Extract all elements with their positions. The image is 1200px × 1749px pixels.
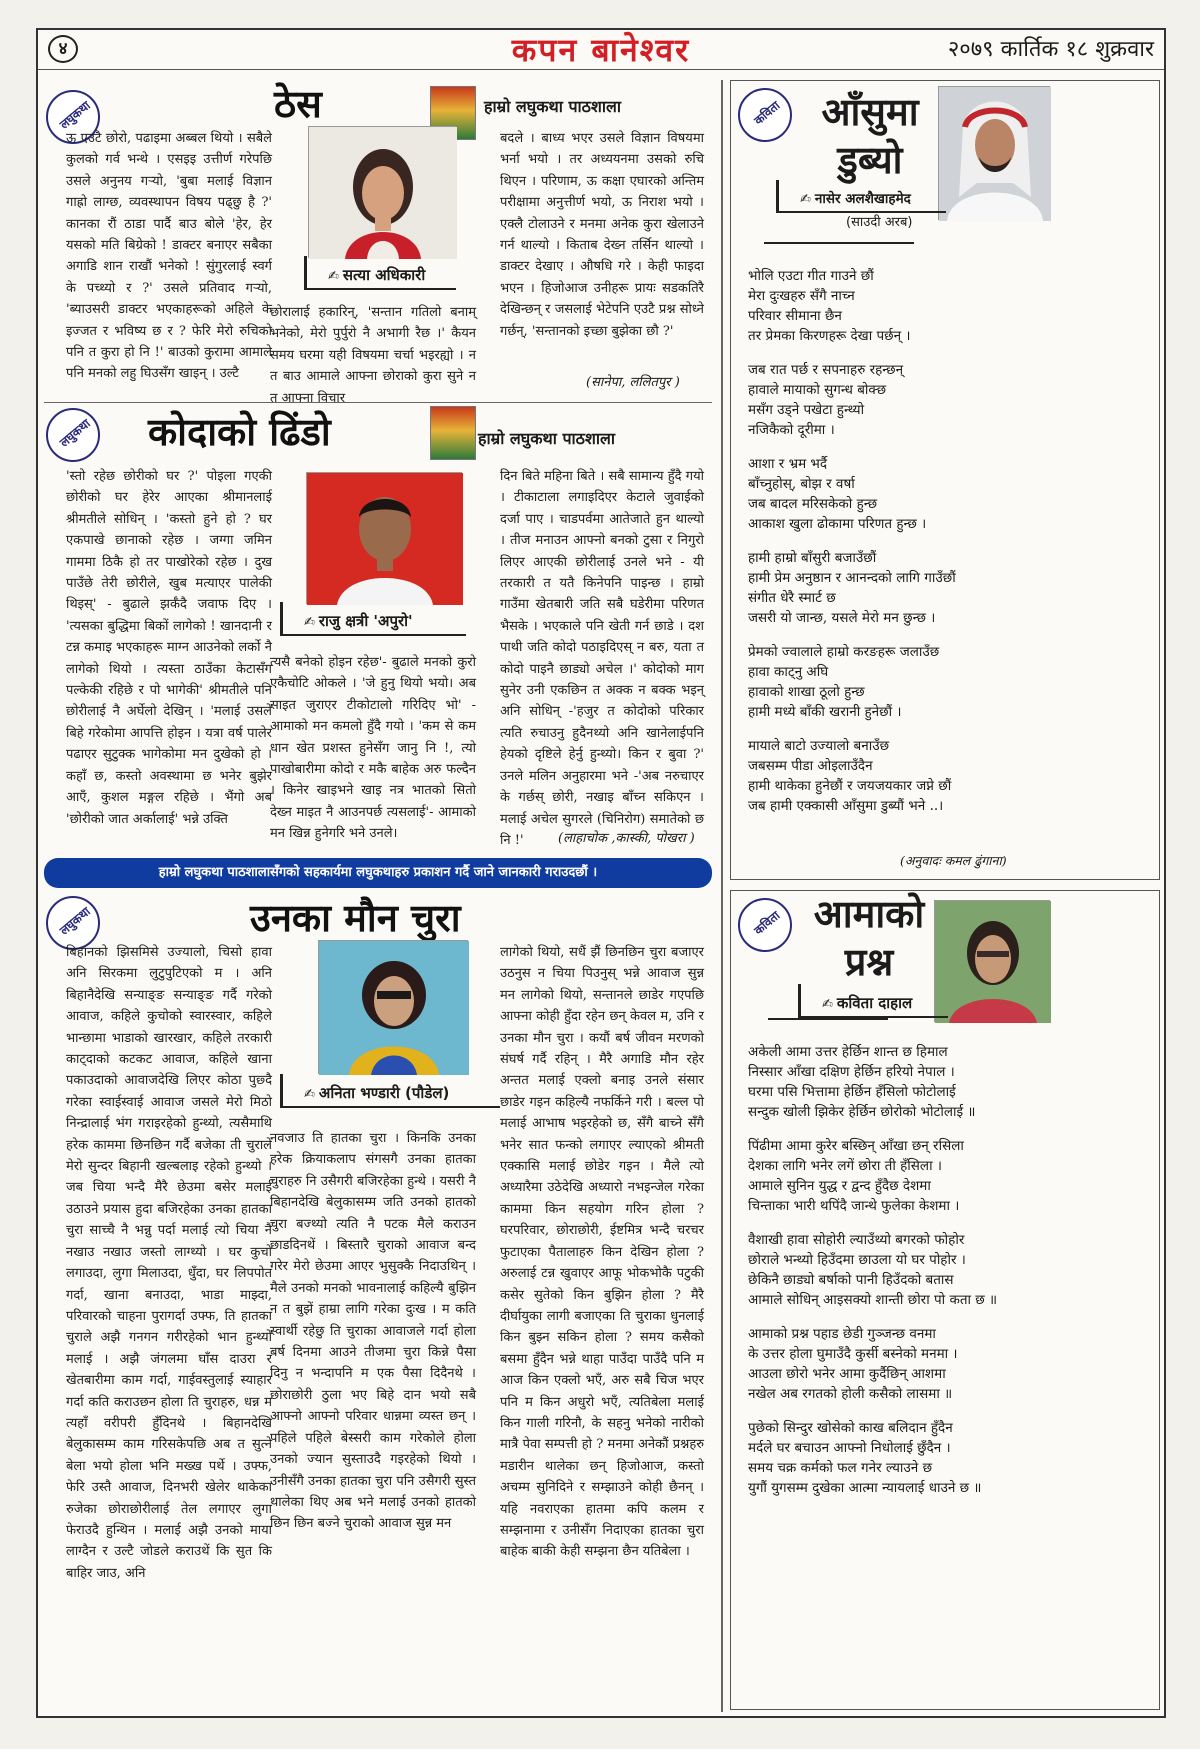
poem-line: अकेली आमा उत्तर हेर्छिन शान्त छ हिमाल	[748, 1044, 948, 1060]
kavita-tag: कविता	[738, 88, 792, 142]
pen-icon: ✍	[800, 192, 811, 207]
stanza-gap	[748, 722, 1148, 736]
poem-line: प्रेमको ज्वालाले हाम्रो करङहरू जलाउँछ	[748, 644, 940, 660]
poem-line: हावाको शाखा ठूलो हुन्छ	[748, 684, 865, 700]
poem-line: बाँच्नुहोस्, बोझ र वर्षा	[748, 476, 855, 492]
story-column-3: बदले । बाध्य भएर उसले विज्ञान विषयमा भर्ना भयो । तर अध्ययनमा उसको रुचि थिएन । परिणाम, ऊ कक्षा एघारको अन्तिम परीक्षामा अनुत्तीर्ण भयो, ऊ निराश भयो । एक्लै टोलाउने र मनमा अनेक कुरा खेलाउने गर्न थाल्यो । किताब देख्न तर्सिन थाल्यो । डाक्टर देखाए । औषधि गरे । केही फाइदा भएन । हिजोआज उनीहरू प्रायः सडकतिरै देखिन्छन् र जसलाई भेटेपनि एउटै प्रश्न सोध्ने गर्छन्, 'सन्तानको इच्छा बुझेका छौ ?'	[500, 131, 704, 339]
author-location: (सानेपा, ललितपुर )	[586, 375, 680, 390]
issue-date: २०७९ कार्तिक १८ शुक्रवार	[947, 37, 1154, 62]
series-label: हाम्रो लघुकथा पाठशाला	[484, 97, 621, 116]
poem-line: पिंढीमा आमा कुरेर बस्छिन् आँखा छन् रसिला	[748, 1138, 964, 1154]
poem-line: हामी प्रेम अनुष्ठान र आनन्दको लागि गाउँछौं	[748, 570, 956, 586]
poem-line: के उत्तर होला घुमाउँदै कुर्सी बस्नेको मनमा ।	[748, 1346, 958, 1362]
poem-title: आँसुमा डुब्यो	[821, 90, 919, 182]
poem-body	[748, 266, 1148, 816]
poem-body	[748, 1042, 1152, 1498]
poem-line: छेकिनै छाड्यो बर्षाको पानी हिउँदको बतास	[748, 1272, 954, 1288]
author-byline: ✍ सत्या अधिकारी	[304, 264, 456, 290]
poem-line: घरमा पसि भित्तामा हेर्छिन हँसिलो फोटोलाई	[748, 1084, 956, 1100]
pen-icon: ✍	[328, 269, 339, 284]
story-column-1: ऊ एउटै छोरो, पढाइमा अब्बल थियो । सबैले कुलको गर्व भन्थे । एसइइ उत्तीर्ण गरेपछि उसले अनुनय गऱ्यो, 'बुबा मलाई विज्ञान गाह्रो लाग्छ, व्यवस्थापन विषय पढ्छु है ?' कानका रौं ठाडा पार्दै बाउ बोले 'हेर, हेर यसको मति बिग्रेको ! डाक्टर बनाएर सबैका अगाडि शान राखौं भनेको ! सुंगुरलाई स्वर्ग के पच्थ्यो र ?' उसले प्रतिवाद गऱ्यो, 'ब्याउसरी डाक्टर भएकाहरूको अहिले के इज्जत र भविष्य छ र ? फेरि मेरो रुचिको पनि त कुरा हो नि !' बाउको कुरामा आमाले पनि मनको लहु घिउसँग खाइन् । उल्टै	[66, 131, 272, 382]
stanza-gap	[748, 346, 1148, 360]
story-title: उनका मौन चुरा	[250, 896, 461, 940]
poem-line: आकाश खुला ढोकामा परिणत हुन्छ ।	[748, 516, 927, 532]
stanza-gap	[748, 1310, 1152, 1324]
poem-line: हावा काट्नु अघि	[748, 664, 829, 680]
series-label: हाम्रो लघुकथा पाठशाला	[478, 429, 615, 448]
partnership-banner: हाम्रो लघुकथा पाठशालासँगको सहकार्यमा लघुकथाहरु प्रकाशन गर्दै जाने जानकारी गराउदछौं ।	[44, 858, 712, 888]
stanza-gap	[748, 628, 1148, 642]
masthead	[38, 30, 1164, 70]
poem-line: छोराले भन्थ्यो हिउँदमा छाउला यो घर पोहोर ।	[748, 1252, 966, 1268]
pen-icon: ✍	[822, 997, 833, 1012]
paper-name: कपन बानेश्वर	[511, 31, 691, 69]
poem-line: नजिकैको दूरीमा ।	[748, 422, 835, 438]
kavita-tag: कविता	[738, 898, 792, 952]
poem-line: परिवार सीमाना छैन	[748, 308, 842, 324]
translator-credit: (अनुवादः कमल ढुंगाना)	[900, 853, 1007, 868]
story-column-3: लागेको थियो, सधैं झैं छिनछिन चुरा बजाएर उठनुस न चिया पिउनुस् भन्ने आवाज सुन्न मन लागेको थियो, सन्तानले छाडेर गएपछि आफ्ना कोही हुँदा रहेन छन् केवल म, उनि र उनका मौन चुरा । कयौं बर्ष जीवन मरणको संघर्ष गर्दै रहिन् । मैरै अगाडि मौन रहेर अन्तत मलाई एक्लो बनाइ उनले संसार छाडेर गइन कहिल्यै नफर्किने गरी । बल्ल पो मलाई आभाष भइरहेको छ, सँगै बाच्ने सँगै भनेर सात फन्को लगाएर ल्याएको श्रीमती एक्कासि मलाई छोडेर गइन । मैले त्यो अध्यारैमा उठेदेखि अध्यारो नभइन्जेल गरेका काममा किन सहयोग गरिन होला ? घरपरिवार, छोराछोरी, ईष्टमित्र भन्दै चरचर फुटाएका पैतालाहरु किन देखिन होला ? अरुलाई टन्न खुवाएर आफू भोकभोकै पटुकी कसेर सुतेको किन बुझिन होला ? मैरै दीर्घायुका लागी बजाएका ति चुराका धुनलाई किन बुझ्न सकिन होला ? समय कसैको बसमा हुँदैन भन्ने थाहा पाउँदा पाउँदै पनि म आज किन एक्लो भएँ, अरु सबै चिज भएर पनि म किन अधुरो भएँ, त्यतिबेला मलाई किन गाली गरिनौ, के सहनु भनेको नारीको मात्रै पेवा सम्पत्ती हो ? मनमा अनेकौं प्रश्नहरु मडारीन थालेका छन् हिजोआज, कस्तो अचम्म सुनिदिने र सम्झाउने कोही छैनन् । यहि नवराएका हातमा कपि कलम र सम्झनामा र उनीसँग निदाएका हातका चुरा बाहेक बाकी केही सम्झना छैन यतिबेला ।	[500, 945, 704, 1560]
laghukatha-tag: लघुकथा	[46, 408, 100, 462]
story-column-2: त्यसै बनेको होइन रहेछ'- बुढाले मनको कुरो एकैचोटि ओकले । 'जे हुनु थियो भयो। अब साइत जुराएर टीकोटालो गरिदिए भो' - आमाको मन कमलो हुँदै गयो । 'कम से कम धान खेत प्रशस्त हुनेसँग जानु नि !, त्यो पाखोबारीमा कोदो र मकै बाहेक अरु फल्दैन । किनेर खाइभने खाइ नत्र भातको सितो देख्न माइत नै आउनपर्छ त्यसलाई'- आमाको मन खिन्न हुनेगरि भने उनले।	[270, 655, 476, 842]
byline-underline	[768, 1018, 888, 1020]
poem-line: आमाले सुनिन युद्ध र द्वन्द हुँदैछ देशमा	[748, 1178, 931, 1194]
author-byline: ✍ अनिता भण्डारी (पौडेल)	[280, 1082, 500, 1108]
author-byline: ✍ कविता दाहाल	[798, 992, 948, 1018]
poem-line: निस्सार आँखा दक्षिण हेर्छिन हरियो नेपाल ।	[748, 1064, 955, 1080]
story-column-3: दिन बिते महिना बिते । सबै सामान्य हुँदै गयो । टीकाटाला लगाइदिएर केटाले जुवाईको दर्जा पाए । चाडपर्वमा आतेजाते हुन थाल्यो । तीज मनाउन आफ्नो बनको टुसा र निगुरो लिएर आएकी छोरीलाई उनले भने - यी तरकारी त यतै किनेपनि पाइन्छ । हाम्रो गाउँमा खेतबारी जति सबै घडेरीमा परिणत भैसके । भएकाले पनि खेती गर्न छाडे । दश पाथी जति कोदो पठाइदिएस् न बरु, यता त कोदो पाइनै छाड्यो अचेल ।' कोदोको माग सुनेर उनी एकछिन त अक्क न बक्क भइन् अनि सोधिन् -'हजुर त कोदोको परिकार त्यति रुचाउनु हुदैनथ्यो अनि खानेलाईपनि हेयको दृष्टिले हेर्नु हुन्थ्यो। किन र बुवा ?' उनले मलिन अनुहारमा भने -'अब नरुचाएर के गर्छस् छोरी, नखाइ बाँच्न सकिएन । मलाई अचेल सुगरले (चिनिरोग) समातेको छ नि !'	[500, 469, 704, 848]
story-column-1: 'स्तो रहेछ छोरीको घर ?' पोइला गएकी छोरीको घर हेरेर आएका श्रीमानलाई श्रीमतीले सोधिन् । 'कस्तो हुने हो ? घर एकपाखे छानाको रहेछ । जग्गा जमिन गाममा ठिकै हो तर पाखोरेको रहेछ । दुख पाउँछे तेरी छोरीले, खुब मत्याएर पालेकी थिइस्' - बुढाले झर्कँदै जवाफ दिए । 'त्यसका बुद्धिमा बिकों लागेको ! खानदानी र टन्न कमाइ भएकाहरू माग्न आउनेको लर्को नै लागेको थियो । त्यस्ता ठाउँका केटासँग पल्केकी रहिछे र पो भागेकी' श्रीमतीले पनि छोरीलाई नै अर्घेलो देखिन् । 'मलाई उसले बिहे गरेकोमा आपत्ति होइन । यत्रा वर्ष पालेर पढाएर सुटुक्क भागेकोमा मन दुखेको हो । कहाँ छ, कस्तो अवस्थामा छ भनेर बुझेर आएँ, कुशल मङ्गल रहिछे । भैंगो अब 'छोरीको जात अर्कालाई' भन्ने उक्ति	[66, 469, 272, 827]
poem-line: नखेल अब रगतको होली कसैको लासमा ॥	[748, 1386, 953, 1402]
poem-line: पुछेको सिन्दुर खोसेको काख बलिदान हुँदैन	[748, 1420, 953, 1436]
poem-line: सन्दुक खोली झिकेर हेर्छिन छोरोको भोटोलाई ॥	[748, 1104, 976, 1120]
author-photo	[318, 940, 468, 1074]
poem-line: जब बादल मरिसकेको हुन्छ	[748, 496, 878, 512]
poem-line: जब हामी एक्कासी आँसुमा डुब्यौं भने ..।	[748, 798, 944, 814]
author-byline: ✍ नासेर अलशैखाहमेद	[776, 188, 946, 213]
book-cover-image	[430, 406, 476, 460]
laghukatha-tag: लघुकथा	[46, 896, 100, 950]
poem-line: आशा र भ्रम भर्दै	[748, 456, 828, 472]
author-photo	[934, 900, 1050, 1022]
stanza-gap	[748, 440, 1148, 454]
poem-line: हामी हाम्रो बाँसुरी बजाउँछौं	[748, 550, 877, 566]
author-byline: ✍ राजु क्षत्री 'अपुरो'	[280, 610, 466, 636]
poem-line: युगौं युगसम्म दुखेका आत्मा न्यायलाई धाउने छ ॥	[748, 1480, 982, 1496]
poem-line: जसरी यो जान्छ, यसले मेरो मन छुन्छ ।	[748, 610, 936, 626]
author-location: (लाहाचोक ,कास्की, पोखरा )	[558, 831, 695, 846]
pen-icon: ✍	[304, 1087, 315, 1102]
author-photo	[308, 126, 456, 258]
poem-line: मसँग उड्ने पखेटा हुन्थ्यो	[748, 402, 865, 418]
author-origin: (साउदी अरब)	[846, 215, 913, 230]
story-title: ठेस	[274, 82, 322, 126]
byline-underline	[764, 242, 914, 244]
poem-title: आमाको प्रश्न	[813, 892, 925, 984]
pen-icon: ✍	[304, 615, 315, 630]
author-photo	[306, 472, 462, 604]
poem-line: वैशाखी हावा सोहोरी ल्याउँथ्यो बगरको फोहोर	[748, 1232, 965, 1248]
poem-line: तर प्रेमका किरणहरू देखा पर्छन् ।	[748, 328, 911, 344]
stanza-gap	[748, 1404, 1152, 1418]
stanza-gap	[748, 1122, 1152, 1136]
story-column-2: नवजाउ ति हातका चुरा । किनकि उनका हरेक क्रियाकलाप संगसगै उनका हातका चुराहरु नि उसैगरी बजिरहेका हुन्थे । यसरी नै बिहानदेखि बेलुकासम्म जति उनको हातको चुरा बज्थ्यो त्यति नै पटक मैले कराउन छाडदिनथें । बिस्तारै चुराको आवाज बन्द गरेर मेरो छेउमा आएर भुसुक्कै निदाउथिन् । मैले उनको मनको भावनालाई कहिल्यै बुझिन न त बुझें हाम्रा लागि गरेका दुःख । म कति स्वार्थी रहेछु ति चुराका आवाजले गर्दा होला बर्ष दिनमा आउने तीजमा चुरा किन्ने पैसा दिनु न भन्दापनि म एक पैसा दिदैनथे । छोराछोरी ठुला भए बिहे दान भयो सबै आफ्नो आफ्नो परिवार धान्नमा व्यस्त छन् । पहिले पहिले बेस्सरी काम गरेकोले होला उनको ज्यान सुस्ताउदै गइरहेको थियो । उनीसँगै उनका हातका चुरा पनि उसैगरी सुस्त थालेका थिए अब भने मलाई उनको हातको छिन छिन बज्ने चुराको आवाज सुन्न मन	[270, 1131, 476, 1532]
story-column-1: बिहानको झिसमिसे उज्यालो, चिसो हावा अनि सिरकमा लुटुपुटिएको म । अनि बिहानैदेखि सन्याङ्ङ सन्याङ्ङ गर्दै गरेको आवाज, कहिले कुचोको स्वारस्वार, कहिले भान्छामा भाडाको खारखार, कहिले तरकारी काट्दाको कटकट आवाज, कहिले खाना पकाउदाको आवाजदेखि लिएर कोठा पुछ्दै गरेका स्वाईस्वाई आवाज जसले मेरो मिठो निन्द्रालाई भंग गराइरहेको हुन्थ्यो, त्यसैमाथि हरेक काममा छिनछिन गर्दै बजेका ती चुराले मेरो सुन्दर बिहानी खल्बलाइ रहेको हुन्थ्यो । जब चिया भन्दै मैरै छेउमा बसेर मलाई उठाउने प्रयास हुदा बजिरहेका उनका हातका चुरा साच्चै नै भन्नु पर्दा मलाई त्यो चिया नै नखाउ नखाउ जस्तो लाग्थ्यो । घर कुचो लगाउदा, लुगा मिलाउदा, धुँदा, घर लिपपोत गर्दा, खाना बनाउदा, भाडा माझ्दा, परिवारको चाहना पुरागर्दा उफ्फ, ति हातका चुराले अझै गनगन गरीरहेको भान हुन्थ्यो मलाई । अझै जंगलमा घाँस दाउरा र खेतबारीमा काम गर्दा, गाईवस्तुलाई स्याहार गर्दा कति कराउछन होला ति चुराहरु, धन्न म त्यहाँ वरीपरी हुँदिनथे । बिहानदेखि बेलुकासम्म काम गरिसकेपछि अब त सुत्ने बेला भयो होला भनि मख्ख पर्थे । उफ्फ, फेरि उस्तै आवाज, दिनभरी खेलेर थाकेका रुजेका छोराछोरीलाई तेल लगाएर लुगा फेराउदै हुन्थिन । मलाई अझै उनको माया लाग्दैन र उल्टै जोडले कराउथें कि सुत कि बाहिर जाउ, अनि	[66, 945, 272, 1581]
poem-line: भोलि एउटा गीत गाउने छौं	[748, 268, 874, 284]
poem-line: जबसम्म पीडा ओइलाउँदैन	[748, 758, 873, 774]
poem-line: संगीत धेरै स्मार्ट छ	[748, 590, 836, 606]
stanza-gap	[748, 1216, 1152, 1230]
poem-line: हामी थाकेका हुनेछौं र जयजयकार जप्ने छौं	[748, 778, 952, 794]
poem-line: मायाले बाटो उज्यालो बनाउँछ	[748, 738, 890, 754]
poem-line: मेरा दुःखहरु सँगै नाच्न	[748, 288, 855, 304]
poem-line: आमाले सोधिन् आइसक्यो शान्ती छोरा पो कता छ ॥	[748, 1292, 998, 1308]
poem-line: जब रात पर्छ र सपनाहरु रहन्छन्	[748, 362, 904, 378]
story-column-2: छोरालाई हकारिन्, 'सन्तान गतिलो बनाम् भनेको, मेरो पुर्पुरो नै अभागी रैछ ।' कैयन समय घरमा यही विषयमा चर्चा भइरह्यो । न त बाउ आमाले आफ्ना छोराको कुरा सुने न त आफ्ना विचार	[270, 305, 476, 406]
poem-line: चिन्ताका भारी थपिंदै जान्थे फुलेका केशमा ।	[748, 1198, 960, 1214]
column-divider	[721, 80, 723, 1712]
poem-line: हामी मध्ये बाँकी खरानी हुनेछौं ।	[748, 704, 902, 720]
page-number: ४	[48, 35, 78, 63]
poem-line: समय चक्र कर्मको फल गनेर ल्याउने छ	[748, 1460, 933, 1476]
story-title: कोदाको ढिंडो	[148, 410, 331, 454]
laghukatha-tag: लघुकथा	[46, 90, 100, 144]
stanza-gap	[748, 534, 1148, 548]
poem-line: मर्दले घर बचाउन आफ्नो निधोलाई छुँदैन ।	[748, 1440, 951, 1456]
poem-line: आमाको प्रश्न पहाड छेडी गुञ्जन्छ वनमा	[748, 1326, 936, 1342]
poem-line: हावाले मायाको सुगन्ध बोक्छ	[748, 382, 887, 398]
poem-line: आउला छोरो भनेर आमा कुर्दैछिन् आशमा	[748, 1366, 946, 1382]
poem-line: देशका लागि भनेर लगें छोरा ती हँसिला ।	[748, 1158, 942, 1174]
author-photo	[938, 86, 1050, 220]
newspaper-page	[36, 28, 1166, 1718]
